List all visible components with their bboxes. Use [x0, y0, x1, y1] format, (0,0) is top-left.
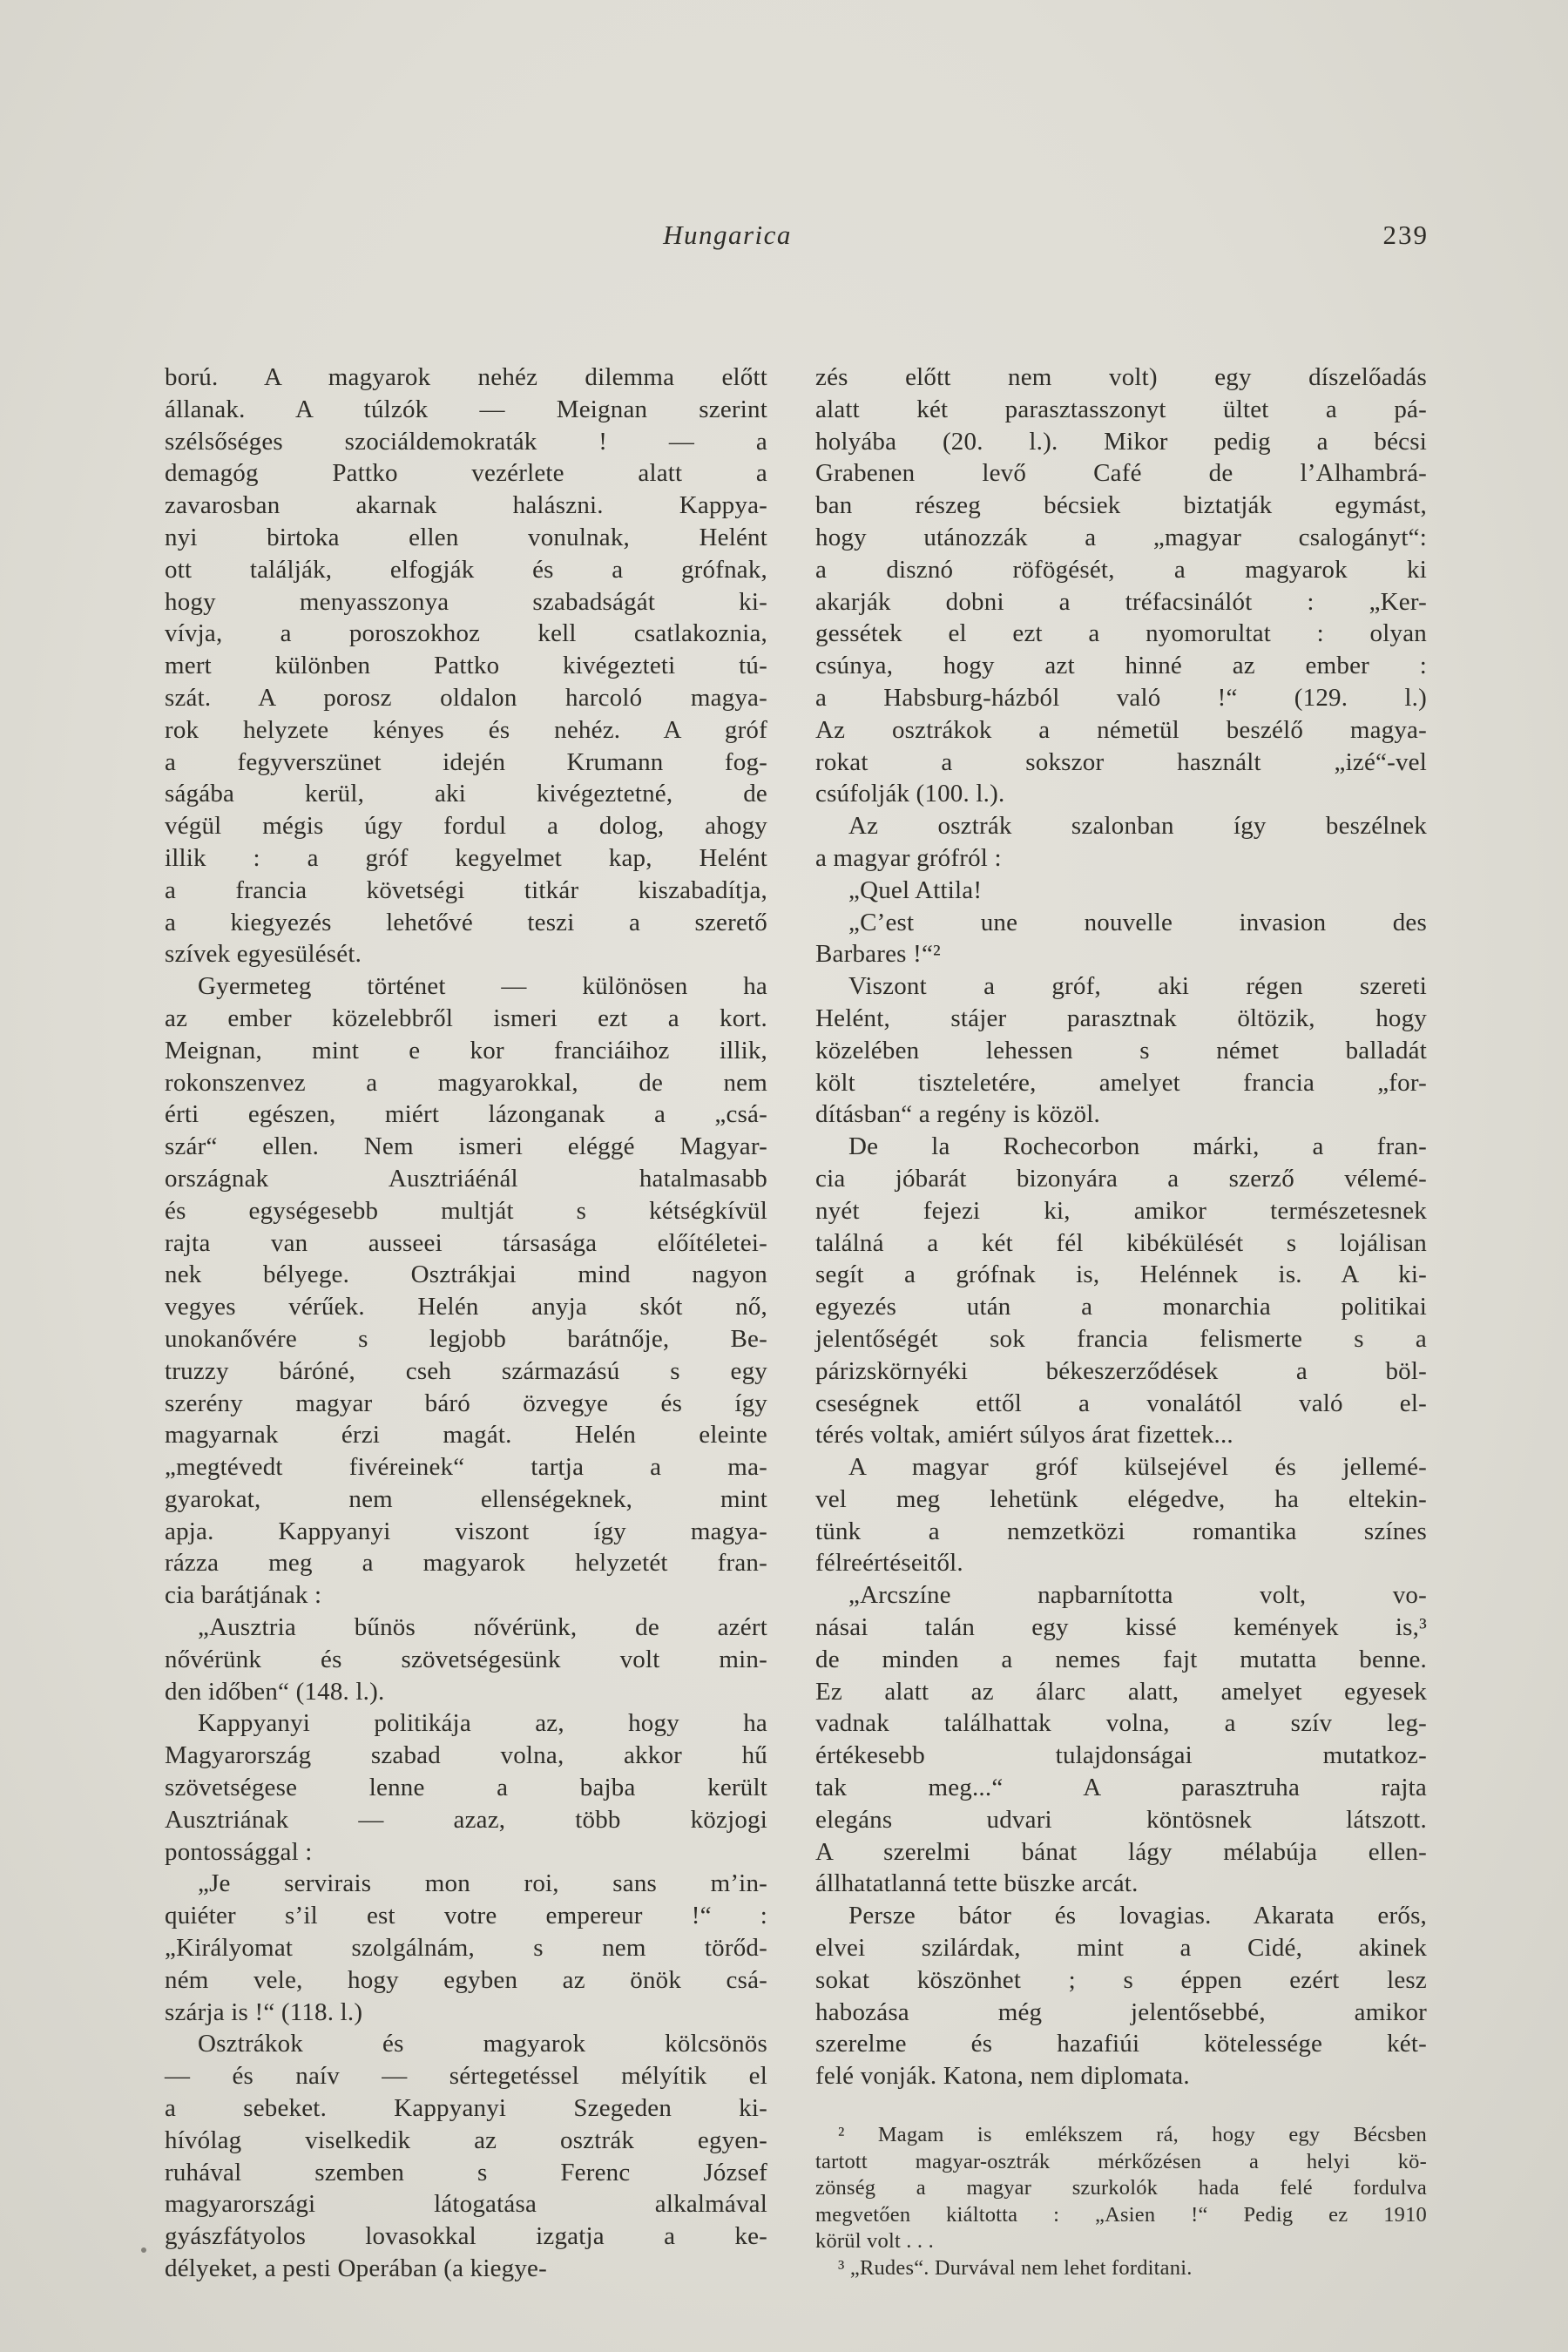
- text-line: a disznó röfögését, a magyarok ki: [815, 555, 1427, 584]
- text-line: Ez alatt az álarc alatt, amelyet egyesek: [815, 1677, 1427, 1706]
- text-line: Gyermeteg történet — különösen ha: [198, 972, 767, 1001]
- running-head: [148, 220, 1429, 258]
- text-line: a sebeket. Kappyanyi Szegeden ki-: [165, 2094, 767, 2123]
- text-line: csúnya, hogy azt hinné az ember :: [815, 652, 1427, 680]
- paragraph: [165, 1612, 767, 1707]
- text-line: dításban“ a regény is közöl.: [815, 1100, 1100, 1129]
- text-line: Viszont a gróf, aki régen szereti: [848, 972, 1427, 1001]
- text-line: segít a grófnak is, Helénnek is. A ki-: [815, 1260, 1427, 1289]
- text-line: apja. Kappyanyi viszont így magya-: [165, 1517, 767, 1545]
- text-line: térés voltak, amiért súlyos árat fizettek...: [815, 1421, 1233, 1450]
- text-line: ott találják, elfogják és a grófnak,: [165, 555, 767, 584]
- text-line: Magyarország szabad volna, akkor hű: [165, 1741, 767, 1770]
- text-line: hogy utánozzák a „magyar csalogányt“:: [815, 523, 1427, 551]
- text-line: nyi birtoka ellen vonulnak, Helént: [165, 523, 767, 551]
- footnote: [815, 2122, 1427, 2255]
- text-line: gyarokat, nem ellenségeknek, mint: [165, 1484, 767, 1513]
- text-line: ² Magam is emlékszem rá, hogy egy Bécsben: [838, 2123, 1427, 2147]
- text-line: rokat a sokszor használt „izé“-vel: [815, 747, 1427, 776]
- text-line: ború. A magyarok nehéz dilemma előtt: [165, 363, 767, 391]
- text-line: költ tiszteletére, amelyet francia „for-: [815, 1068, 1427, 1097]
- ink-speck: [141, 2247, 146, 2253]
- text-line: „Je servirais mon roi, sans m’in-: [198, 1869, 767, 1898]
- text-line: szát. A porosz oldalon harcoló magya-: [165, 683, 767, 712]
- text-line: De la Rochecorbon márki, a fran-: [848, 1132, 1427, 1161]
- text-line: cseségnek ettől a vonalától való el-: [815, 1389, 1427, 1417]
- text-line: demagóg Pattko vezérlete alatt a: [165, 459, 767, 488]
- text-line: Ausztriának — azaz, több közjogi: [165, 1805, 767, 1834]
- text-line: a Habsburg-házból való !“ (129. l.): [815, 683, 1427, 712]
- text-line: tünk a nemzetközi romantika színes: [815, 1517, 1427, 1545]
- text-line: szerény magyar báró özvegye és így: [165, 1389, 767, 1417]
- text-line: Persze bátor és lovagias. Akarata erős,: [848, 1902, 1427, 1930]
- footnotes: [815, 2122, 1427, 2281]
- text-line: zavarosban akarnak halászni. Kappya-: [165, 491, 767, 520]
- text-line: ságába kerül, aki kivégeztetné, de: [165, 780, 767, 808]
- right-column-wrap: [815, 362, 1427, 2281]
- text-line: állhatatlanná tette büszke arcát.: [815, 1869, 1139, 1898]
- text-line: nővérünk és szövetségesünk volt min-: [165, 1645, 767, 1673]
- text-line: csúfolják (100. l.).: [815, 780, 1005, 808]
- paragraph: [815, 907, 1427, 971]
- text-line: az ember közelebbről ismeri ezt a kort.: [165, 1004, 767, 1032]
- text-line: rázza meg a magyarok helyzetét fran-: [165, 1549, 767, 1578]
- text-line: hogy menyasszonya szabadságát ki-: [165, 587, 767, 616]
- text-line: illik : a gróf kegyelmet kap, Helént: [165, 843, 767, 872]
- text-line: zés előtt nem volt) egy díszelőadás: [815, 363, 1427, 391]
- paragraph: [165, 2028, 767, 2284]
- text-line: rokonszenvez a magyarokkal, de nem: [165, 1068, 767, 1097]
- text-line: magyarnak érzi magát. Helén eleinte: [165, 1421, 767, 1450]
- text-line: a magyar grófról :: [815, 843, 1002, 872]
- text-line: Barbares !“²: [815, 940, 941, 969]
- text-line: akarják dobni a tréfacsinálót : „Ker-: [815, 587, 1427, 616]
- text-line: ruhával szemben s Ferenc József: [165, 2158, 767, 2186]
- text-line: érti egészen, miért lázonganak a „csá-: [165, 1100, 767, 1129]
- text-line: „Quel Attila!: [848, 875, 983, 904]
- text-line: de minden a nemes fajt mutatta benne.: [815, 1645, 1427, 1673]
- text-line: és egységesebb multját s kétségkívül: [165, 1196, 767, 1225]
- text-line: unokanővére s legjobb barátnője, Be-: [165, 1324, 767, 1353]
- text-line: elvei szilárdak, mint a Cidé, akinek: [815, 1934, 1427, 1963]
- text-line: ban részeg bécsiek biztatják egymást,: [815, 491, 1427, 520]
- text-line: vegyes vérűek. Helén anyja skót nő,: [165, 1293, 767, 1321]
- text-line: — és naív — sértegetéssel mélyítik el: [165, 2062, 767, 2091]
- text-line: mert különben Pattko kivégezteti tú-: [165, 652, 767, 680]
- text-line: Az osztrákok a németül beszélő magya-: [815, 715, 1427, 744]
- text-line: országnak Ausztriáénál hatalmasabb: [165, 1164, 767, 1193]
- text-line: den időben“ (148. l.).: [165, 1677, 385, 1706]
- text-line: vívja, a poroszokhoz kell csatlakoznia,: [165, 619, 767, 648]
- text-line: sokat köszönhet ; s éppen ezért lesz: [815, 1965, 1427, 1994]
- text-line: hívólag viselkedik az osztrák egyen-: [165, 2126, 767, 2154]
- text-line: szárja is !“ (118. l.): [165, 1997, 363, 2026]
- text-line: „Ausztria bűnös nővérünk, de azért: [198, 1613, 767, 1642]
- text-line: „megtévedt fivéreinek“ tartja a ma-: [165, 1453, 767, 1482]
- page-number: 239: [1382, 220, 1429, 250]
- paragraph: [815, 1451, 1427, 1579]
- text-line: ³ „Rudes“. Durvával nem lehet forditani.: [838, 2255, 1193, 2280]
- text-line: holyába (20. l.). Mikor pedig a bécsi: [815, 427, 1427, 456]
- text-line: zönség a magyar szurkolók hada felé fordulva: [815, 2176, 1427, 2200]
- text-line: cia jóbarát bizonyára a szerző vélemé-: [815, 1164, 1427, 1193]
- text-line: „Királyomat szolgálnám, s nem törőd-: [165, 1934, 767, 1963]
- text-line: egyezés után a monarchia politikai: [815, 1293, 1427, 1321]
- text-line: Az osztrák szalonban így beszélnek: [848, 812, 1427, 841]
- page-title: Hungarica: [663, 220, 792, 250]
- text-line: a kiegyezés lehetővé teszi a szerető: [165, 908, 767, 936]
- text-line: nyét fejezi ki, amikor természetesnek: [815, 1196, 1427, 1225]
- text-line: quiéter s’il est votre empereur !“ :: [165, 1902, 767, 1930]
- text-line: gessétek el ezt a nyomorultat : olyan: [815, 619, 1427, 648]
- text-line: félreértéseitől.: [815, 1549, 963, 1578]
- text-line: délyeket, a pesti Operában (a kiegye-: [165, 2254, 547, 2283]
- text-line: párizskörnyéki békeszerződések a böl-: [815, 1356, 1427, 1385]
- text-line: tartott magyar-osztrák mérkőzésen a helyi kö-: [815, 2149, 1427, 2173]
- text-line: szélsőséges szociáldemokraták ! — a: [165, 427, 767, 456]
- paragraph: [815, 875, 1427, 907]
- text-line: habozása még jelentősebbé, amikor: [815, 1997, 1427, 2026]
- text-line: Kappyanyi politikája az, hogy ha: [198, 1709, 767, 1738]
- text-line: a francia követségi titkár kiszabadítja,: [165, 875, 767, 904]
- paragraph: [815, 362, 1427, 810]
- text-line: szár“ ellen. Nem ismeri eléggé Magyar-: [165, 1132, 767, 1161]
- text-line: szívek egyesülését.: [165, 940, 362, 969]
- left-column: [165, 362, 767, 2285]
- text-line: találná a két fél kibékülését s lojálisan: [815, 1228, 1427, 1257]
- text-line: „C’est une nouvelle invasion des: [848, 908, 1427, 936]
- text-line: szerelme és hazafiúi kötelessége két-: [815, 2030, 1427, 2058]
- text-line: állanak. A túlzók — Meignan szerint: [165, 395, 767, 423]
- text-line: magyarországi látogatása alkalmával: [165, 2190, 767, 2219]
- text-line: megvetően kiáltotta : „Asien !“ Pedig ez 1910: [815, 2202, 1427, 2227]
- footnote: [815, 2255, 1427, 2282]
- text-line: A magyar gróf külsejével és jellemé-: [848, 1453, 1427, 1482]
- paragraph: [815, 1579, 1427, 1900]
- text-line: rok helyzete kényes és nehéz. A gróf: [165, 715, 767, 744]
- text-line: felé vonják. Katona, nem diplomata.: [815, 2062, 1190, 2091]
- text-line: Grabenen levő Café de l’Alhambrá-: [815, 459, 1427, 488]
- text-line: a fegyverszünet idején Krumann fog-: [165, 747, 767, 776]
- paragraph: [815, 810, 1427, 875]
- text-line: pontossággal :: [165, 1837, 313, 1866]
- text-line: gyászfátyolos lovasokkal izgatja a ke-: [165, 2222, 767, 2251]
- paragraph: [815, 970, 1427, 1131]
- text-line: Helént, stájer parasztnak öltözik, hogy: [815, 1004, 1427, 1032]
- text-line: tak meg...“ A parasztruha rajta: [815, 1774, 1427, 1802]
- text-line: alatt két parasztasszonyt ültet a pá-: [815, 395, 1427, 423]
- text-line: rajta van ausseei társasága előítéletei-: [165, 1228, 767, 1257]
- text-line: Meignan, mint e kor franciáihoz illik,: [165, 1036, 767, 1064]
- text-line: közelében lehessen s német balladát: [815, 1036, 1427, 1064]
- paragraph: [815, 1900, 1427, 2092]
- text-line: jelentőségét sok francia felismerte s a: [815, 1324, 1427, 1353]
- text-line: cia barátjának :: [165, 1581, 322, 1610]
- text-line: Osztrákok és magyarok kölcsönös: [198, 2030, 767, 2058]
- paragraph: [165, 362, 767, 970]
- text-line: körül volt . . .: [815, 2229, 934, 2254]
- paragraph: [165, 1868, 767, 2028]
- text-line: értékesebb tulajdonságai mutatkoz-: [815, 1741, 1427, 1770]
- text-line: A szerelmi bánat lágy mélabúja ellen-: [815, 1837, 1427, 1866]
- text-line: vel meg lehetünk elégedve, ha eltekin-: [815, 1484, 1427, 1513]
- paragraph: [165, 1707, 767, 1868]
- text-line: végül mégis úgy fordul a dolog, ahogy: [165, 812, 767, 841]
- paragraph: [815, 1131, 1427, 1451]
- text-line: ném vele, hogy egyben az önök csá-: [165, 1965, 767, 1994]
- text-line: szövetségese lenne a bajba került: [165, 1774, 767, 1802]
- text-line: elegáns udvari köntösnek látszott.: [815, 1805, 1427, 1834]
- text-line: násai talán egy kissé kemények is,³: [815, 1613, 1427, 1642]
- text-line: truzzy báróné, cseh származású s egy: [165, 1356, 767, 1385]
- paragraph: [165, 970, 767, 1612]
- right-column: [815, 362, 1427, 2092]
- text-line: vadnak találhattak volna, a szív leg-: [815, 1709, 1427, 1738]
- text-line: nek bélyege. Osztrákjai mind nagyon: [165, 1260, 767, 1289]
- text-line: „Arcszíne napbarnította volt, vo-: [848, 1581, 1427, 1610]
